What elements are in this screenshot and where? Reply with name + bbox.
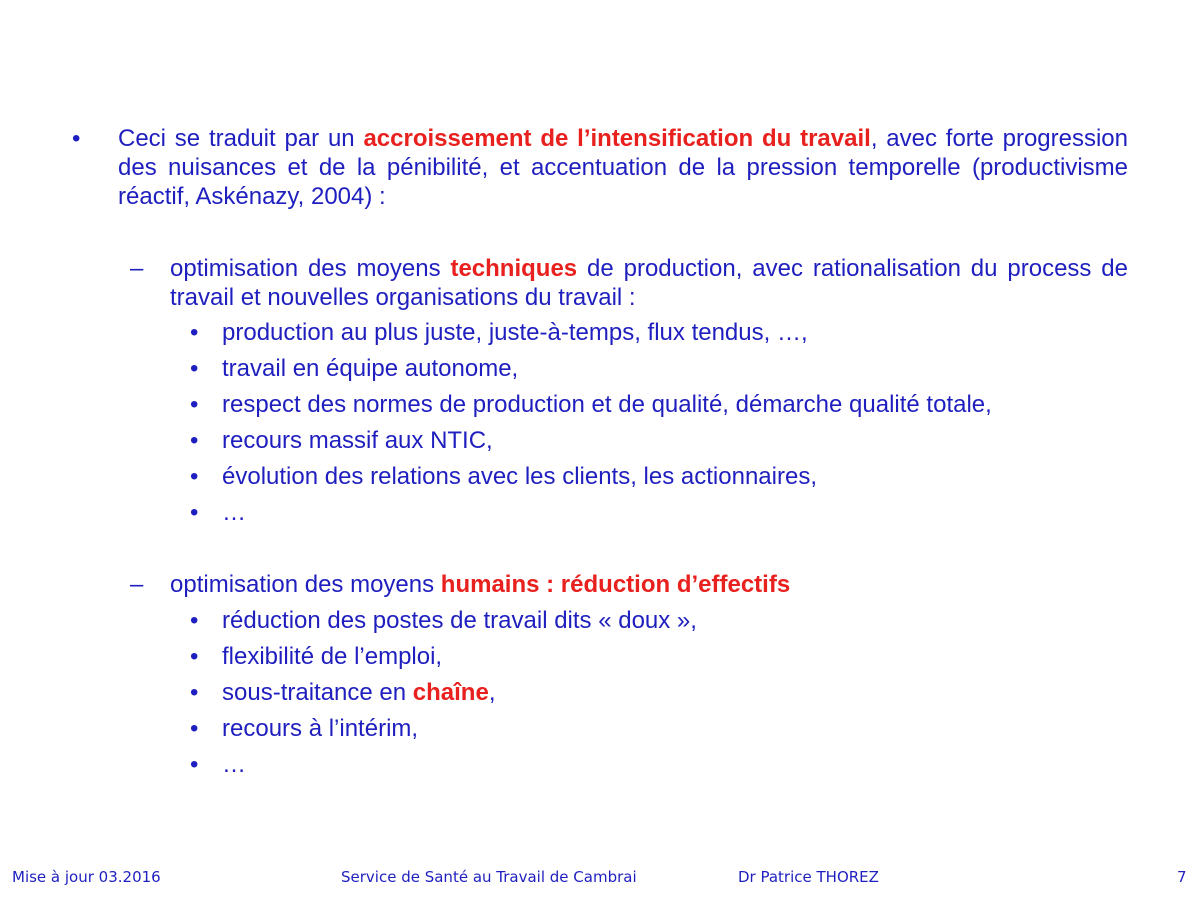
list-item-text: … [222, 499, 246, 526]
footer-update-date: Mise à jour 03.2016 [12, 868, 161, 886]
level1-bullet: • [72, 125, 81, 152]
level1-highlight: accroissement de l’intensification du travail [363, 125, 871, 152]
bullet-dot: • [190, 463, 199, 490]
bullet-dot: • [190, 391, 199, 418]
bullet-dot: • [190, 499, 199, 526]
footer-service: Service de Santé au Travail de Cambrai [341, 868, 637, 886]
list-item-text: flexibilité de l’emploi, [222, 643, 443, 670]
section1-dash: – [130, 255, 144, 282]
bullet-dot: • [190, 319, 199, 346]
bullet-dot: • [190, 679, 199, 706]
section1-paragraph [170, 254, 1128, 312]
level1-paragraph [118, 124, 1128, 211]
list-item-text: recours massif aux NTIC, [222, 427, 493, 454]
list-item-highlight: chaîne [412, 679, 489, 706]
level1-text-before: Ceci se traduit par un [118, 125, 364, 152]
bullet-dot: • [190, 643, 199, 670]
list-item-text [222, 678, 495, 707]
list-item-text-before: sous-traitance en [222, 679, 413, 706]
section1-text-before: optimisation des moyens [170, 255, 451, 282]
bullet-dot: • [190, 715, 199, 742]
list-item-text: … [222, 751, 246, 778]
section2-dash: – [130, 571, 144, 598]
list-item-text: réduction des postes de travail dits « doux », [222, 607, 697, 634]
list-item-text: recours à l’intérim, [222, 715, 419, 742]
bullet-dot: • [190, 427, 199, 454]
footer-author: Dr Patrice THOREZ [738, 868, 879, 886]
section1-text-after: de production, avec rationalisation du process de travail et nouvelles organisations du travail : [170, 255, 1129, 311]
level1-text-after: , avec forte progression des nuisances et de la pénibilité, et accentuation de la pression temporelle (productivisme réactif, Askénazy, 2004) : [118, 125, 1129, 210]
list-item-text: respect des normes de production et de qualité, démarche qualité totale, [222, 391, 992, 418]
bullet-dot: • [190, 607, 199, 634]
section2-text-before: optimisation des moyens [170, 571, 441, 598]
bullet-dot: • [190, 751, 199, 778]
section2-paragraph [170, 570, 1128, 599]
list-item-text: production au plus juste, juste-à-temps, flux tendus, …, [222, 319, 808, 346]
footer-page-number: 7 [1177, 868, 1187, 886]
list-item-text-after: , [488, 679, 496, 706]
section2-highlight: humains : réduction d’effectifs [440, 571, 791, 598]
list-item-text: évolution des relations avec les clients, les actionnaires, [222, 463, 817, 490]
list-item-text: travail en équipe autonome, [222, 355, 519, 382]
section1-highlight: techniques [450, 255, 578, 282]
bullet-dot: • [190, 355, 199, 382]
